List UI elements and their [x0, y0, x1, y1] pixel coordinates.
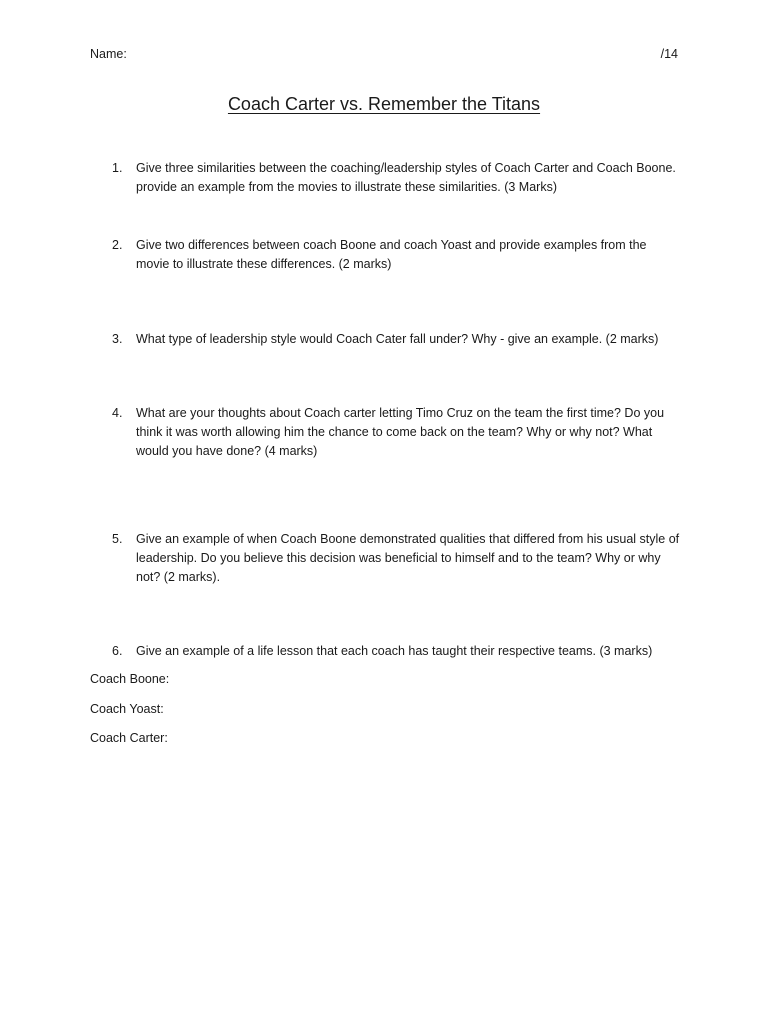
question-number: 2.	[112, 238, 123, 252]
question-number: 5.	[112, 532, 123, 546]
coach-carter-label: Coach Carter:	[90, 731, 168, 745]
question-text: Give three similarities between the coaching/leadership styles of Coach Carter and Coach Boone. provide an example from the movies to illustrate these similarities. (3 Marks)	[136, 161, 676, 194]
question-number: 6.	[112, 644, 123, 658]
question-2	[112, 236, 682, 274]
question-text: Give an example of when Coach Boone demonstrated qualities that differed from his usual style of leadership. Do you believe this decision was beneficial to himself and to the team? Why or why not? (2 marks).	[136, 532, 680, 584]
question-5	[112, 530, 682, 587]
question-1	[112, 159, 682, 197]
question-text: What type of leadership style would Coach Cater fall under? Why - give an example. (2 marks)	[136, 332, 659, 346]
question-text: What are your thoughts about Coach carter letting Timo Cruz on the team the first time? Do you think it was worth allowing him the chance to come back on the team? Why or why not? What would you have done? (4 marks)	[136, 406, 665, 458]
page-title: Coach Carter vs. Remember the Titans	[227, 94, 541, 114]
question-number: 4.	[112, 406, 123, 420]
question-text: Give two differences between coach Boone and coach Yoast and provide examples from the movie to illustrate these differences. (2 marks)	[136, 238, 647, 271]
question-6	[112, 642, 682, 661]
name-label: Name:	[90, 47, 127, 61]
question-number: 1.	[112, 161, 123, 175]
question-number: 3.	[112, 332, 123, 346]
coach-yoast-label: Coach Yoast:	[90, 702, 164, 716]
question-4	[112, 404, 682, 461]
coach-boone-label: Coach Boone:	[90, 672, 170, 686]
score-total: /14	[660, 47, 678, 61]
question-text: Give an example of a life lesson that each coach has taught their respective teams. (3 marks)	[136, 644, 653, 658]
question-3	[112, 330, 682, 349]
